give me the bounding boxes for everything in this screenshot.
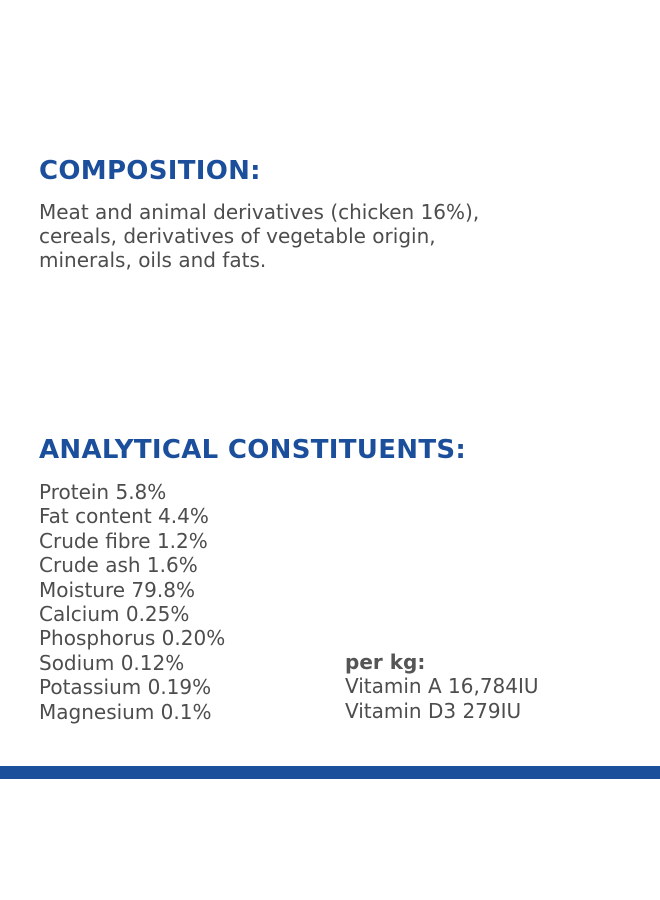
composition-line: minerals, oils and fats.	[39, 248, 267, 272]
constituent-item: Protein 5.8%	[39, 480, 167, 504]
constituent-item: Fat content 4.4%	[39, 504, 209, 529]
analytical-constituents-heading: ANALYTICAL CONSTITUENTS:	[39, 435, 467, 465]
constituent-item: Crude fibre 1.2%	[39, 528, 208, 553]
vitamin-item: Vitamin A 16,784IU	[345, 674, 539, 699]
composition-line: Meat and animal derivatives (chicken 16%),	[39, 200, 480, 224]
constituent-item: Potassium 0.19%	[39, 675, 212, 700]
composition-text	[39, 200, 639, 272]
constituent-item: Crude ash 1.6%	[39, 553, 198, 578]
constituent-item: Phosphorus 0.20%	[39, 626, 226, 651]
per-kg-label: per kg:	[345, 650, 426, 674]
per-kg-list	[345, 674, 539, 723]
constituent-item: Magnesium 0.1%	[39, 699, 212, 724]
constituent-item: Calcium 0.25%	[39, 602, 190, 627]
composition-heading: COMPOSITION:	[39, 156, 261, 186]
vitamin-item: Vitamin D3 279IU	[345, 698, 522, 723]
constituent-item: Sodium 0.12%	[39, 650, 185, 675]
per-kg-section	[345, 650, 539, 723]
analytical-constituents-list	[39, 480, 225, 724]
bottom-accent-band	[0, 766, 660, 779]
composition-line: cereals, derivatives of vegetable origin,	[39, 224, 436, 248]
constituent-item: Moisture 79.8%	[39, 577, 195, 602]
